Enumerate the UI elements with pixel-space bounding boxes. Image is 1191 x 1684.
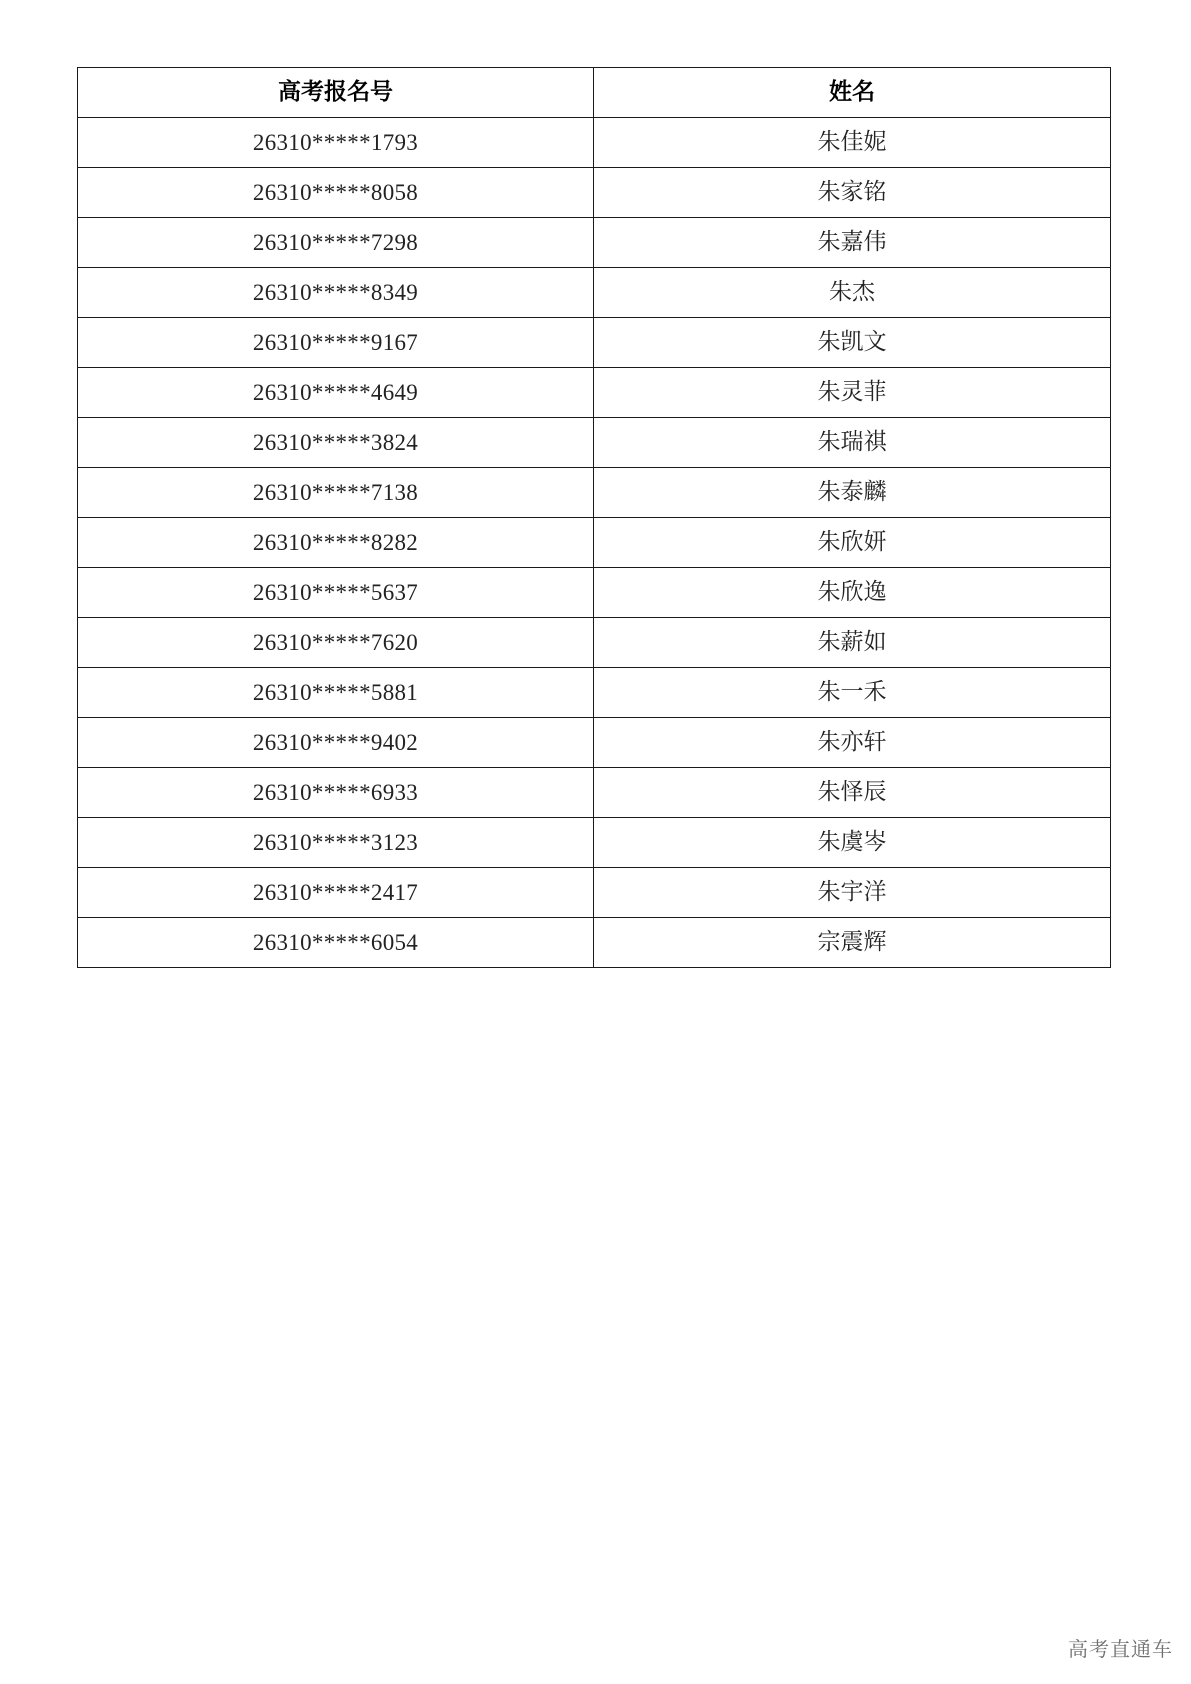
source-watermark: 高考直通车 [1068,1637,1173,1661]
name-cell: 朱瑞祺 [594,418,1111,468]
registration-number-cell: 26310*****5881 [78,668,594,718]
table-row [78,168,1111,218]
name-cell: 朱家铭 [594,168,1111,218]
registration-number-cell: 26310*****5637 [78,568,594,618]
registration-number-cell: 26310*****8282 [78,518,594,568]
table-row [78,918,1111,968]
registration-number-cell: 26310*****8349 [78,268,594,318]
registration-number-cell: 26310*****3824 [78,418,594,468]
table-row [78,418,1111,468]
header-name: 姓名 [594,68,1111,118]
table-row [78,718,1111,768]
name-cell: 宗震辉 [594,918,1111,968]
table-row [78,368,1111,418]
name-cell: 朱泰麟 [594,468,1111,518]
registration-number-cell: 26310*****9402 [78,718,594,768]
name-cell: 朱凯文 [594,318,1111,368]
table-header-row [78,68,1111,118]
table-row [78,618,1111,668]
registration-number-cell: 26310*****3123 [78,818,594,868]
admission-roster-table [77,67,1111,968]
table-row [78,268,1111,318]
name-cell: 朱佳妮 [594,118,1111,168]
table-row [78,668,1111,718]
table-row [78,768,1111,818]
table-row [78,818,1111,868]
registration-number-cell: 26310*****4649 [78,368,594,418]
registration-number-cell: 26310*****7138 [78,468,594,518]
name-cell: 朱欣妍 [594,518,1111,568]
registration-number-cell: 26310*****7298 [78,218,594,268]
name-cell: 朱亦轩 [594,718,1111,768]
name-cell: 朱嘉伟 [594,218,1111,268]
table-row [78,568,1111,618]
name-cell: 朱虞岑 [594,818,1111,868]
registration-number-cell: 26310*****9167 [78,318,594,368]
registration-number-cell: 26310*****7620 [78,618,594,668]
table-row [78,318,1111,368]
registration-number-cell: 26310*****6933 [78,768,594,818]
registration-number-cell: 26310*****1793 [78,118,594,168]
registration-number-cell: 26310*****2417 [78,868,594,918]
table-row [78,118,1111,168]
name-cell: 朱欣逸 [594,568,1111,618]
header-registration-number: 高考报名号 [78,68,594,118]
name-cell: 朱怿辰 [594,768,1111,818]
name-cell: 朱一禾 [594,668,1111,718]
table-row [78,468,1111,518]
name-cell: 朱薪如 [594,618,1111,668]
name-cell: 朱灵菲 [594,368,1111,418]
table-row [78,868,1111,918]
name-cell: 朱宇洋 [594,868,1111,918]
registration-number-cell: 26310*****8058 [78,168,594,218]
table-row [78,518,1111,568]
registration-number-cell: 26310*****6054 [78,918,594,968]
document-sheet [77,67,1110,968]
table-row [78,218,1111,268]
name-cell: 朱杰 [594,268,1111,318]
